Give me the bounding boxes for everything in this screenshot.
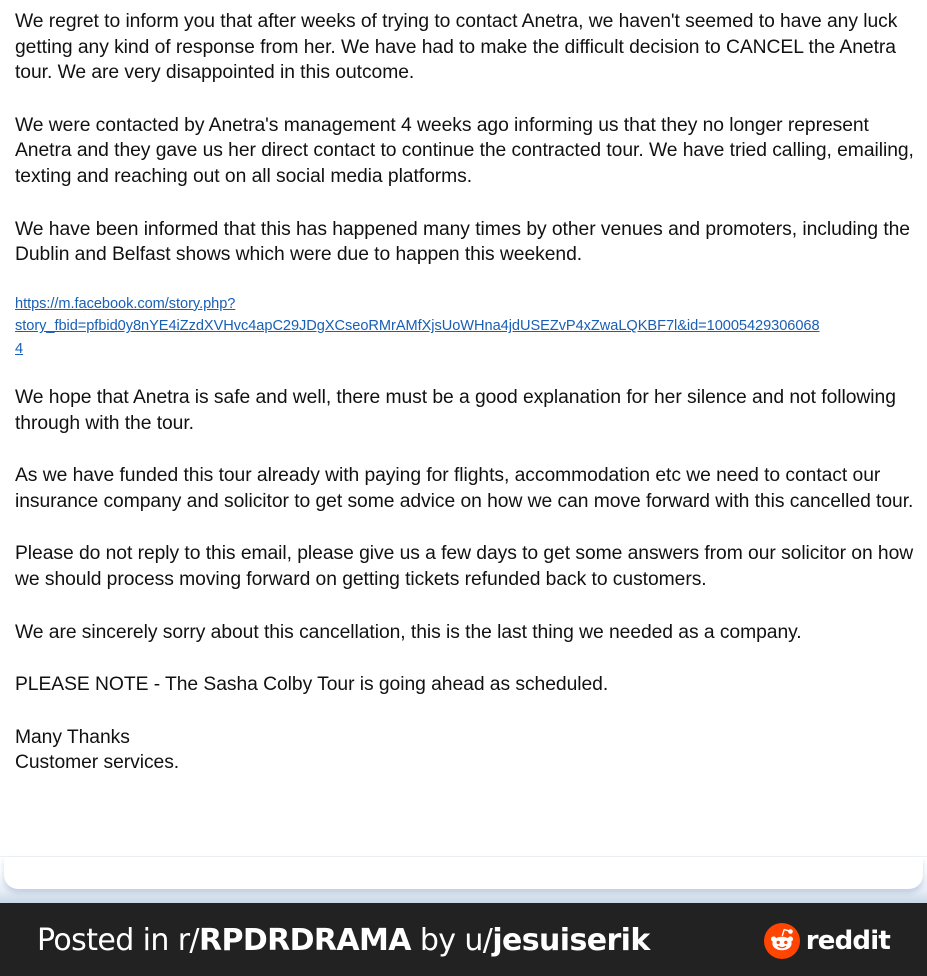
posted-in-label: Posted in r/ — [37, 923, 199, 958]
facebook-story-link-block — [15, 293, 915, 360]
paragraph-sasha-colby-note: PLEASE NOTE - The Sasha Colby Tour is going ahead as scheduled. — [15, 674, 609, 696]
email-card-bottom — [4, 857, 923, 889]
email-body — [15, 9, 915, 776]
reddit-wordmark: reddit — [805, 926, 890, 956]
by-label: by u/ — [410, 923, 493, 958]
reddit-attribution-bar — [0, 903, 927, 976]
paragraph-management: We were contacted by Anetra's management 4 weeks ago informing us that they no longer represent Anetra and they gave us her direct contact to continue the contracted tour. We have tried calling, emailing, texting and reaching out on all social media platforms. — [15, 114, 914, 187]
paragraph-other-venues: We have been informed that this has happened many times by other venues and promoters, including the Dublin and Belfast shows which were due to happen this weekend. — [15, 218, 910, 266]
email-bottom-edge — [0, 856, 927, 903]
reddit-brand — [764, 922, 890, 960]
paragraph-hope-safe: We hope that Anetra is safe and well, there must be a good explanation for her silence and not following through with the tour. — [15, 386, 896, 434]
reddit-snoo-icon — [764, 923, 800, 959]
paragraph-apology: We are sincerely sorry about this cancellation, this is the last thing we needed as a company. — [15, 621, 802, 643]
paragraph-cancellation: We regret to inform you that after weeks of trying to contact Anetra, we haven't seemed to have any luck getting any kind of response from her. We have had to make the difficult decision to CANCEL the Anetra tour. We are very disappointed in this outcome. — [15, 11, 898, 84]
email-signoff — [15, 725, 915, 776]
signoff-team: Customer services. — [15, 752, 180, 774]
link-line-1: https://m.facebook.com/story.php? — [15, 295, 236, 312]
posted-in-text — [37, 921, 650, 961]
paragraph-funded-tour: As we have funded this tour already with paying for flights, accommodation etc we need to contact our insurance company and solicitor to get some advice on how we can move forward with this cancelled tour. — [15, 465, 914, 512]
username[interactable]: jesuiserik — [492, 923, 650, 958]
paragraph-do-not-reply: Please do not reply to this email, please give us a few days to get some answers from our solicitor on how we should process moving forward on getting tickets refunded back to customers. — [15, 543, 914, 590]
facebook-story-link[interactable] — [15, 296, 820, 357]
signoff-thanks: Many Thanks — [15, 726, 130, 748]
link-line-3: 4 — [15, 340, 24, 357]
subreddit-name[interactable]: RPDRDRAMA — [198, 923, 411, 958]
link-line-2: story_fbid=pfbid0y8nYE4iZzdXVHvc4apC29JDgXCseoRMrAMfXjsUoWHna4jdUSEZvP4xZwaLQKBF7l&id=10005429306068 — [15, 318, 820, 335]
